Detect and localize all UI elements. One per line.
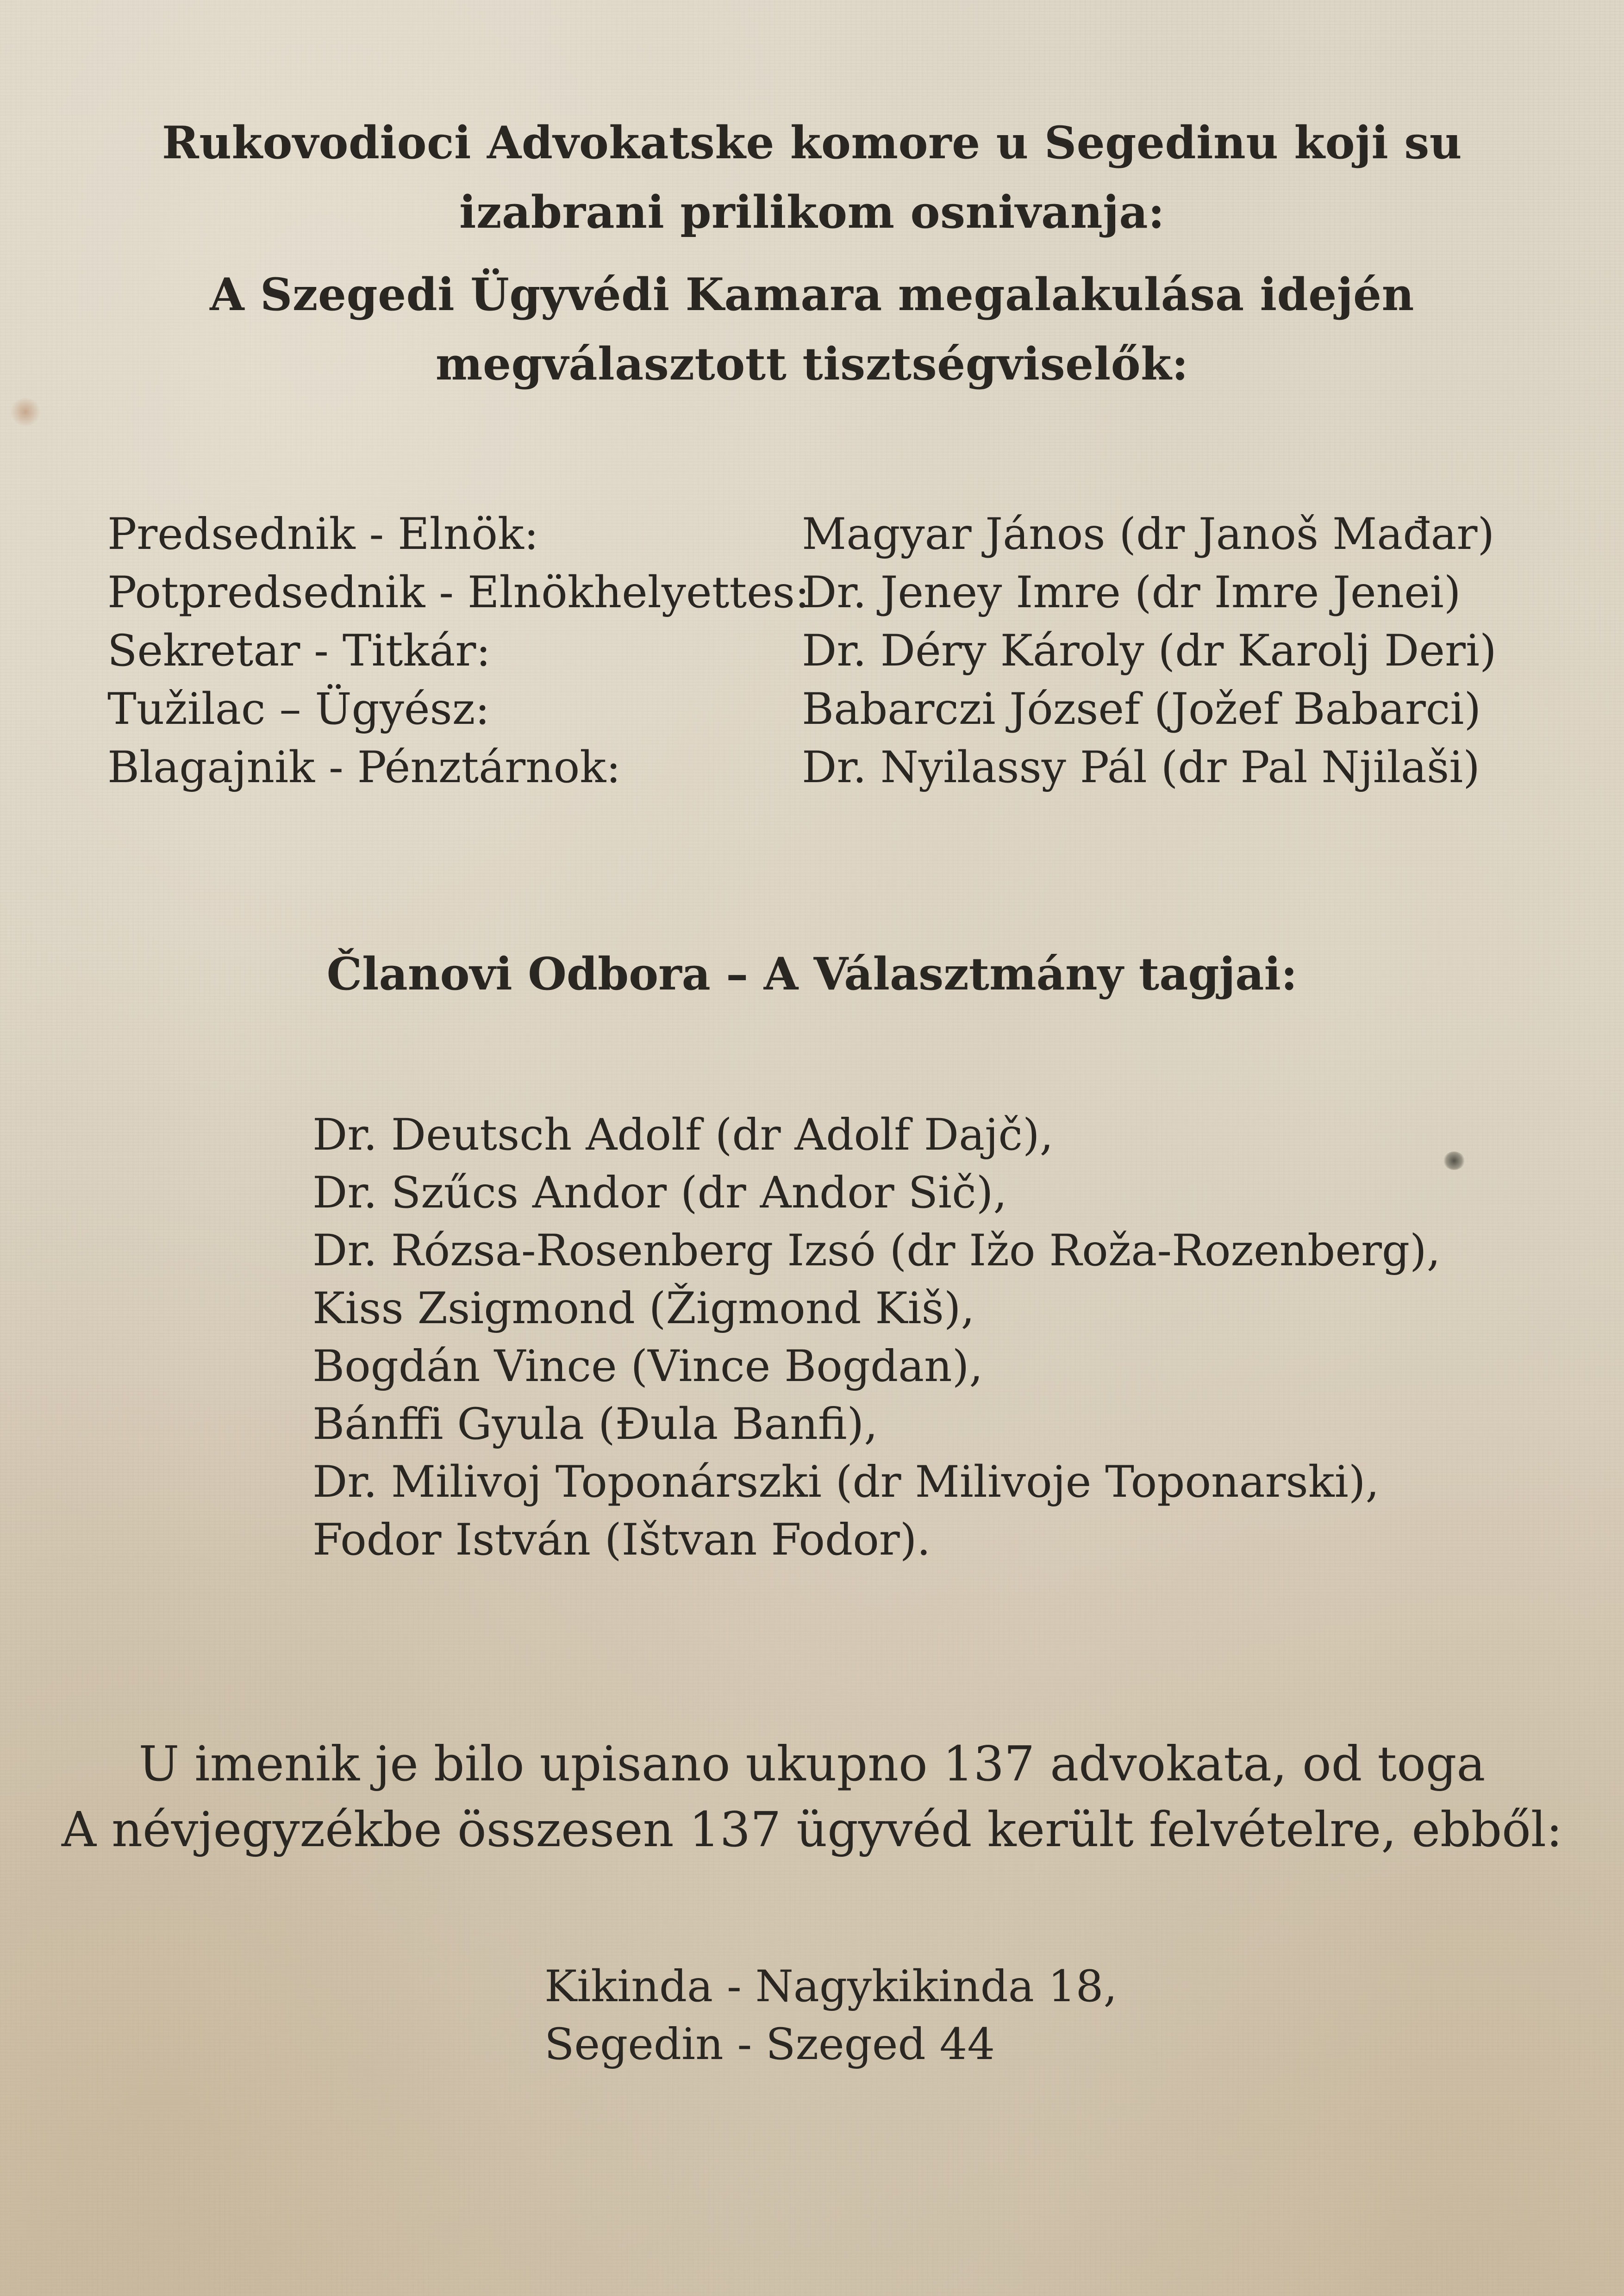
totals-line-hungarian: A névjegyzékbe összesen 137 ügyvéd került felvételre, ebből: — [61, 1801, 1563, 1858]
officer-role: Potpredsednik - Elnökhelyettes: — [107, 567, 810, 618]
member-item: Dr. Deutsch Adolf (dr Adolf Dajč), — [312, 1110, 1054, 1160]
officer-row — [107, 564, 1497, 622]
officer-role: Tužilac – Ügyész: — [107, 684, 490, 734]
totals-line-serbian: U imenik je bilo upisano ukupno 137 advokata, od toga — [138, 1736, 1486, 1792]
member-item: Dr. Szűcs Andor (dr Andor Sič), — [312, 1168, 1007, 1218]
paper-stain — [9, 398, 42, 426]
title-line-1: Rukovodioci Advokatske komore u Segedinu koji su — [162, 117, 1462, 169]
officer-name: Dr. Déry Károly (dr Karolj Deri) — [802, 626, 1497, 676]
title-line-2: izabrani prilikom osnivanja: — [459, 186, 1165, 238]
officer-role: Predsednik - Elnök: — [107, 509, 539, 560]
title-serbian — [0, 108, 1624, 247]
ink-smudge — [1443, 1151, 1465, 1170]
officer-name: Magyar János (dr Janoš Mađar) — [802, 509, 1495, 560]
officer-row — [107, 505, 1497, 564]
title-line-4: megválasztott tisztségviselők: — [435, 338, 1189, 390]
title-line-3: A Szegedi Ügyvédi Kamara megalakulása idején — [210, 268, 1414, 321]
cities-breakdown — [544, 1958, 1117, 2073]
officer-name: Babarczi József (Jožef Babarci) — [802, 684, 1481, 734]
member-item: Bánffi Gyula (Đula Banfi), — [312, 1399, 878, 1450]
member-item: Fodor István (Ištvan Fodor). — [312, 1515, 931, 1565]
officer-row — [107, 622, 1497, 680]
member-item: Kiss Zsigmond (Žigmond Kiš), — [312, 1283, 975, 1334]
member-item: Dr. Rózsa-Rosenberg Izsó (dr Ižo Roža-Rozenberg), — [312, 1226, 1441, 1276]
officer-row — [107, 739, 1497, 797]
officer-name: Dr. Jeney Imre (dr Imre Jenei) — [802, 567, 1461, 618]
city-count-kikinda: Kikinda - Nagykikinda 18, — [544, 1961, 1118, 2012]
officer-role: Sekretar - Titkár: — [107, 626, 491, 676]
city-count-segedin: Segedin - Szeged 44 — [544, 2019, 995, 2070]
officer-name: Dr. Nyilassy Pál (dr Pal Njilaši) — [802, 742, 1480, 793]
officer-role: Blagajnik - Pénztárnok: — [107, 742, 621, 793]
member-item: Dr. Milivoj Toponárszki (dr Milivoje Toponarski), — [312, 1457, 1380, 1507]
members-list — [312, 1106, 1441, 1569]
totals-text — [0, 1731, 1624, 1862]
member-item: Bogdán Vince (Vince Bogdan), — [312, 1341, 983, 1392]
officers-list — [107, 505, 1497, 797]
officer-row — [107, 680, 1497, 739]
title-hungarian — [0, 260, 1624, 399]
members-title: Članovi Odbora – A Választmány tagjai: — [326, 948, 1298, 1000]
